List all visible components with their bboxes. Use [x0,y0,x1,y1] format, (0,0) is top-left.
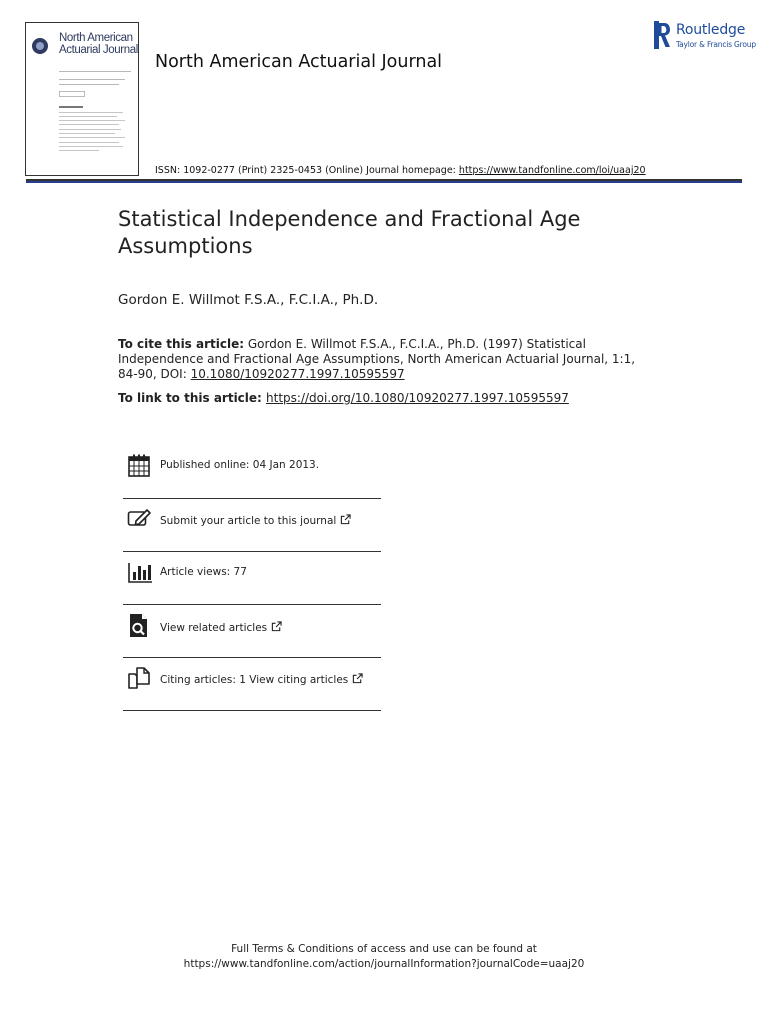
edit-icon [127,507,153,533]
cover-title-line-1: North American [59,32,133,44]
copy-documents-icon [127,666,153,692]
related-articles-row[interactable] [123,605,381,658]
article-info-list [123,446,381,711]
journal-homepage-link[interactable]: https://www.tandfonline.com/loi/uaaj20 [458,165,646,176]
cover-title [59,32,139,56]
routledge-logo-icon [654,21,671,49]
search-document-icon [127,613,153,639]
article-title: Statistical Independence and Fractional Age Assumptions [118,207,581,258]
cite-text: Gordon E. Willmot F.S.A., F.C.I.A., Ph.D. (1997) Statistical Independence and Fractional Age Assumptions, North American Actuarial Journal, 1:1, 84-90, DOI: [118,337,636,381]
publisher-name: Routledge [676,22,746,38]
cite-label: To cite this article: [118,337,245,351]
bar-chart-icon [127,560,153,586]
header-divider-accent [26,181,742,183]
issn-line [155,165,646,176]
related-articles-link[interactable] [160,621,282,634]
article-views-count: Article views: 77 [160,566,247,578]
doi-link[interactable]: 10.1080/10920277.1997.10595597 [190,367,405,381]
external-link-icon [340,514,351,525]
cover-text-line [59,150,99,151]
cover-text-line [59,120,125,121]
cover-text-line [59,137,125,138]
issn-text: ISSN: 1092-0277 (Print) 2325-0453 (Online) Journal homepage: [155,165,459,176]
terms-url[interactable]: https://www.tandfonline.com/action/journalInformation?journalCode=uaaj20 [183,958,585,970]
cover-text-line [59,146,123,147]
cover-box [59,91,85,97]
link-label: To link to this article: [118,391,267,405]
published-row [123,446,381,499]
cover-rule [59,84,119,85]
cover-title-line-2: Actuarial Journal [59,44,138,56]
external-link-icon [271,621,282,632]
submit-article-row[interactable] [123,499,381,552]
cover-text-line [59,112,123,113]
external-link-icon [352,673,363,684]
citation-block [118,337,638,382]
journal-seal-icon [32,38,48,54]
publisher-subtitle: Taylor & Francis Group [676,40,756,49]
citing-articles-link[interactable] [160,673,363,686]
citing-articles-label: Citing articles: 1 View citing articles [160,674,349,686]
cover-text-line [59,142,119,143]
cover-text-line [59,129,121,130]
journal-name: North American Actuarial Journal [155,52,443,72]
link-to-article [118,391,569,405]
cover-text-line [59,133,115,134]
terms-footer [0,942,768,972]
cover-heading [59,106,83,108]
article-url-link[interactable]: https://doi.org/10.1080/10920277.1997.10595597 [266,391,569,405]
cover-text-line [59,124,119,125]
terms-text: Full Terms & Conditions of access and use can be found at [231,943,537,955]
cover-rule [59,71,131,72]
submit-article-label: Submit your article to this journal [160,515,337,527]
journal-cover-image [25,22,139,176]
article-views-row [123,552,381,605]
calendar-icon [127,453,153,479]
citing-articles-row[interactable] [123,658,381,711]
published-date: Published online: 04 Jan 2013. [160,459,320,471]
cover-rule [59,79,125,80]
article-author: Gordon E. Willmot F.S.A., F.C.I.A., Ph.D. [118,292,379,308]
related-articles-label: View related articles [160,622,268,634]
publisher-logo [654,21,754,51]
cover-text-line [59,116,117,117]
submit-article-link[interactable] [160,514,351,527]
